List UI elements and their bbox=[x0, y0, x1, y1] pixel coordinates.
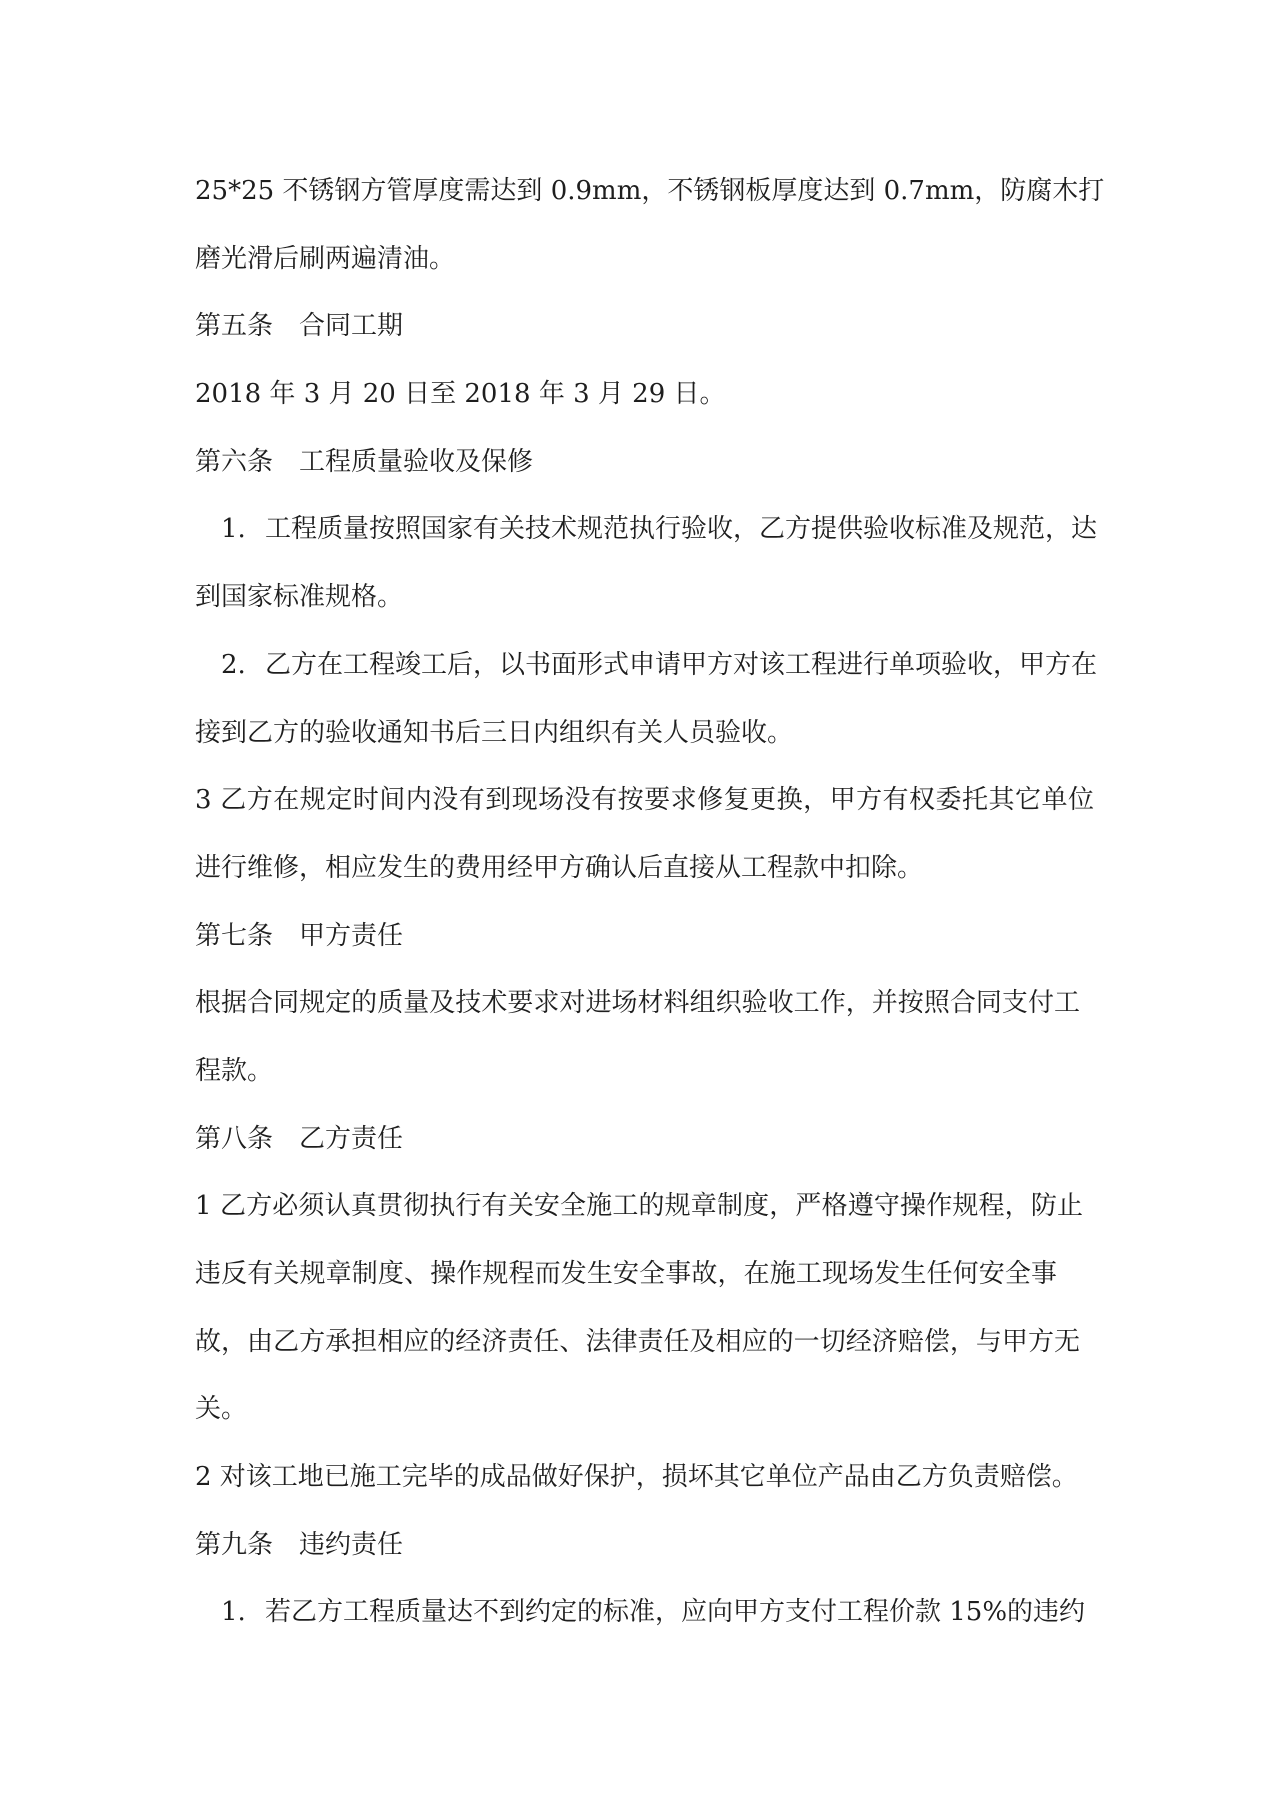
list-text: 工程质量按照国家有关技术规范执行验收，乙方提供验收标准及规范，达 bbox=[265, 514, 1098, 545]
body-line: 1 乙方必须认真贯彻执行有关安全施工的规章制度，严格遵守操作规程，防止 bbox=[195, 1191, 1083, 1222]
body-line: 进行维修，相应发生的费用经甲方确认后直接从工程款中扣除。 bbox=[195, 852, 924, 883]
list-number: 2. bbox=[221, 649, 246, 680]
article-heading: 第六条 工程质量验收及保修 bbox=[195, 446, 534, 477]
body-line: 25*25 不锈钢方管厚度需达到 0.9mm，不锈钢板厚度达到 0.7mm，防腐木打 bbox=[195, 176, 1105, 206]
body-line: 2018 年 3 月 20 日至 2018 年 3 月 29 日。 bbox=[195, 379, 726, 410]
body-line: 接到乙方的验收通知书后三日内组织有关人员验收。 bbox=[195, 717, 794, 748]
body-line: 关。 bbox=[195, 1394, 248, 1425]
list-number: 1. bbox=[221, 514, 246, 545]
body-line: 磨光滑后刷两遍清油。 bbox=[195, 243, 456, 274]
body-line: 程款。 bbox=[195, 1055, 274, 1086]
list-text: 乙方在工程竣工后，以书面形式申请甲方对该工程进行单项验收，甲方在 bbox=[265, 649, 1098, 680]
article-heading: 第七条 甲方责任 bbox=[195, 920, 404, 951]
body-line: 3 乙方在规定时间内没有到现场没有按要求修复更换，甲方有权委托其它单位 bbox=[195, 785, 1094, 816]
document-body bbox=[195, 158, 1105, 1647]
body-line: 根据合同规定的质量及技术要求对进场材料组织验收工作，并按照合同支付工 bbox=[195, 988, 1080, 1019]
body-line: 到国家标准规格。 bbox=[195, 582, 404, 613]
article-heading: 第九条 违约责任 bbox=[195, 1529, 404, 1560]
list-item-line bbox=[195, 496, 1098, 564]
list-text: 若乙方工程质量达不到约定的标准，应向甲方支付工程价款 15%的违约 bbox=[265, 1597, 1086, 1628]
body-line: 2 对该工地已施工完毕的成品做好保护，损坏其它单位产品由乙方负责赔偿。 bbox=[195, 1462, 1078, 1493]
list-item-line bbox=[195, 632, 1098, 700]
article-heading: 第五条 合同工期 bbox=[195, 311, 404, 342]
list-number: 1. bbox=[221, 1597, 246, 1628]
body-line: 故，由乙方承担相应的经济责任、法律责任及相应的一切经济赔偿，与甲方无 bbox=[195, 1326, 1080, 1357]
list-item-line bbox=[195, 1579, 1086, 1647]
body-line: 违反有关规章制度、操作规程而发生安全事故，在施工现场发生任何安全事 bbox=[195, 1259, 1057, 1289]
article-heading: 第八条 乙方责任 bbox=[195, 1123, 404, 1154]
